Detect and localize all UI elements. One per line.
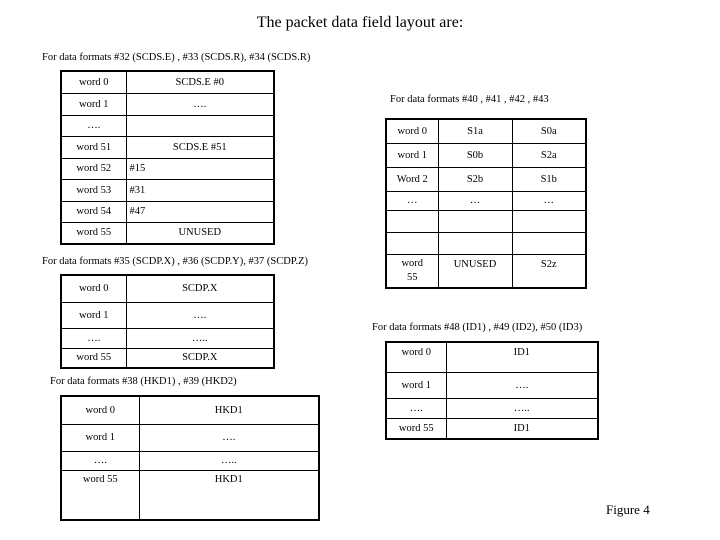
table-row [386, 191, 586, 210]
value-cell [438, 210, 512, 232]
value-cell: S2z [512, 254, 586, 288]
word-cell: …. [61, 451, 139, 470]
word-cell: word 0 [61, 396, 139, 424]
table-row [386, 119, 586, 143]
caption-s1a: For data formats #40 , #41 , #42 , #43 [390, 94, 549, 105]
value-cell: ID1 [446, 342, 598, 372]
word-cell: Word 2 [386, 167, 438, 191]
word-cell: …. [61, 115, 126, 136]
table-row [61, 328, 274, 348]
word-cell: word 0 [61, 71, 126, 93]
word-cell: word 1 [61, 93, 126, 115]
word-cell: word 52 [61, 158, 126, 179]
word-cell: word 55 [61, 470, 139, 520]
value-cell: ….. [139, 451, 319, 470]
value-cell: … [438, 191, 512, 210]
table-row [61, 470, 319, 520]
word-cell: word 54 [61, 201, 126, 222]
value-cell: ….. [446, 398, 598, 418]
value-cell: S1b [512, 167, 586, 191]
table-row [61, 451, 319, 470]
value-cell: S1a [438, 119, 512, 143]
value-cell: …. [139, 424, 319, 451]
word-cell: word 51 [61, 136, 126, 158]
table-row [61, 348, 274, 368]
table-row [386, 143, 586, 167]
table-row [386, 254, 586, 288]
word-cell: word 1 [386, 372, 446, 398]
value-cell: … [512, 191, 586, 210]
value-cell: …. [126, 302, 274, 328]
table-row [61, 71, 274, 93]
value-cell: SCDS.E #0 [126, 71, 274, 93]
value-cell: ….. [126, 328, 274, 348]
value-cell: SCDS.E #51 [126, 136, 274, 158]
value-cell: #15 [126, 158, 274, 179]
caption-hkd: For data formats #38 (HKD1) , #39 (HKD2) [50, 376, 237, 387]
value-cell: HKD1 [139, 396, 319, 424]
word-cell [386, 232, 438, 254]
table-id [385, 341, 599, 440]
value-cell: UNUSED [126, 222, 274, 244]
table-scdse [60, 70, 275, 245]
table-row [386, 210, 586, 232]
value-cell: S2b [438, 167, 512, 191]
word-cell: word 1 [61, 424, 139, 451]
caption-scdse: For data formats #32 (SCDS.E) , #33 (SCDS.R), #34 (SCDS.R) [42, 52, 311, 63]
word-cell: word 0 [386, 342, 446, 372]
value-cell: S0b [438, 143, 512, 167]
page-title: The packet data field layout are: [256, 14, 464, 31]
figure-label: Figure 4 [606, 502, 650, 517]
word-cell: …. [61, 328, 126, 348]
value-cell: #31 [126, 179, 274, 201]
value-cell: S0a [512, 119, 586, 143]
word-cell: word 1 [386, 143, 438, 167]
caption-id: For data formats #48 (ID1) , #49 (ID2), #50 (ID3) [372, 322, 583, 333]
value-cell [512, 232, 586, 254]
table-row [61, 136, 274, 158]
table-row [61, 158, 274, 179]
table-row [61, 115, 274, 136]
word-cell: … [386, 191, 438, 210]
table-row [61, 93, 274, 115]
table-row [61, 396, 319, 424]
value-cell: ID1 [446, 418, 598, 439]
value-cell [512, 210, 586, 232]
caption-scdpx: For data formats #35 (SCDP.X) , #36 (SCDP.Y), #37 (SCDP.Z) [42, 256, 309, 267]
value-cell: HKD1 [139, 470, 319, 520]
value-cell: #47 [126, 201, 274, 222]
value-cell: UNUSED [438, 254, 512, 288]
table-row [386, 418, 598, 439]
word-cell: word 55 [386, 418, 446, 439]
word-cell: …. [386, 398, 446, 418]
table-row [386, 232, 586, 254]
table-row [386, 342, 598, 372]
word-cell: word 55 [386, 254, 438, 288]
value-cell [438, 232, 512, 254]
table-hkd [60, 395, 320, 521]
word-cell: word 0 [386, 119, 438, 143]
table-row [386, 398, 598, 418]
table-s1a [385, 118, 587, 289]
table-row [61, 179, 274, 201]
table-row [61, 201, 274, 222]
value-cell: SCDP.X [126, 348, 274, 368]
value-cell: S2a [512, 143, 586, 167]
word-cell: word 53 [61, 179, 126, 201]
table-scdpx [60, 274, 275, 369]
table-row [61, 222, 274, 244]
word-cell: word 55 [61, 222, 126, 244]
word-cell [386, 210, 438, 232]
value-cell: SCDP.X [126, 275, 274, 302]
table-row [61, 275, 274, 302]
word-cell: word 1 [61, 302, 126, 328]
value-cell [126, 115, 274, 136]
word-cell: word 55 [61, 348, 126, 368]
table-row [386, 167, 586, 191]
value-cell: …. [126, 93, 274, 115]
table-row [61, 424, 319, 451]
value-cell: …. [446, 372, 598, 398]
table-row [61, 302, 274, 328]
table-row [386, 372, 598, 398]
word-cell: word 0 [61, 275, 126, 302]
